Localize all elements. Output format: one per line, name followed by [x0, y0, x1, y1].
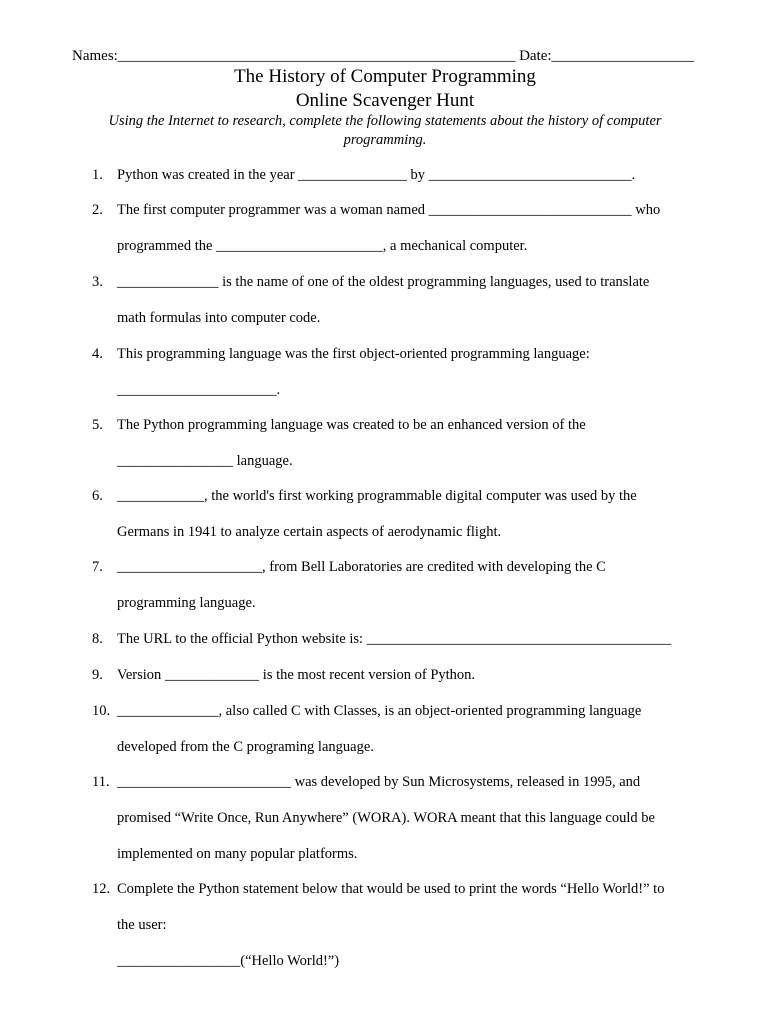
- question-number: 1.: [92, 167, 103, 183]
- question-text-continued: math formulas into computer code.: [117, 310, 321, 326]
- question-text-continued: implemented on many popular platforms.: [117, 846, 358, 862]
- page-title: The History of Computer Programming: [234, 66, 536, 87]
- question-text: ________________________ was developed by Sun Microsystems, released in 1995, and: [117, 774, 641, 790]
- question-text: Version _____________ is the most recent version of Python.: [117, 667, 476, 683]
- question-number: 7.: [92, 559, 103, 575]
- question-text-continued: promised “Write Once, Run Anywhere” (WORA). WORA meant that this language could be: [117, 810, 655, 826]
- question-text-continued: programmed the _______________________, a mechanical computer.: [117, 238, 528, 254]
- question-text: ____________, the world's first working programmable digital computer was used by the: [117, 488, 637, 504]
- question-text-continued: Germans in 1941 to analyze certain aspects of aerodynamic flight.: [117, 524, 502, 540]
- question-number: 9.: [92, 667, 103, 683]
- question-text: The URL to the official Python website is: __________________________________________: [117, 631, 672, 647]
- question-text: ____________________, from Bell Laboratories are credited with developing the C: [117, 559, 606, 575]
- question-text-continued: ________________ language.: [117, 453, 293, 469]
- question-text: ______________, also called C with Classes, is an object-oriented programming language: [117, 703, 642, 719]
- question-text: ______________ is the name of one of the oldest programming languages, used to translate: [117, 274, 650, 290]
- question-number: 4.: [92, 346, 103, 362]
- question-number: 12.: [92, 881, 111, 897]
- question-text: This programming language was the first object-oriented programming language:: [117, 346, 590, 362]
- instructions: Using the Internet to research, complete the following statements about the history of computer programming.: [108, 113, 662, 148]
- question-text: The first computer programmer was a woman named ____________________________ who: [117, 202, 661, 218]
- question-text: Complete the Python statement below that would be used to print the words “Hello World!” to: [117, 881, 665, 897]
- question-number: 11.: [92, 774, 110, 790]
- question-number: 8.: [92, 631, 103, 647]
- question-text-continued: programming language.: [117, 595, 256, 611]
- page-subtitle: Online Scavenger Hunt: [295, 90, 475, 111]
- question-text: Python was created in the year _______________ by ____________________________.: [117, 167, 636, 183]
- question-text-continued: developed from the C programing language.: [117, 739, 374, 755]
- answer-blank-line: _________________(“Hello World!”): [117, 953, 340, 969]
- question-number: 2.: [92, 202, 103, 218]
- question-number: 6.: [92, 488, 103, 504]
- question-number: 10.: [92, 703, 111, 719]
- names-date-line: Names:_____________________________________________________ Date:___________________: [72, 48, 695, 64]
- question-text: The Python programming language was created to be an enhanced version of the: [117, 417, 586, 433]
- question-text-continued: ______________________.: [117, 382, 281, 398]
- question-number: 3.: [92, 274, 103, 290]
- question-number: 5.: [92, 417, 103, 433]
- question-text-continued: the user:: [117, 917, 167, 933]
